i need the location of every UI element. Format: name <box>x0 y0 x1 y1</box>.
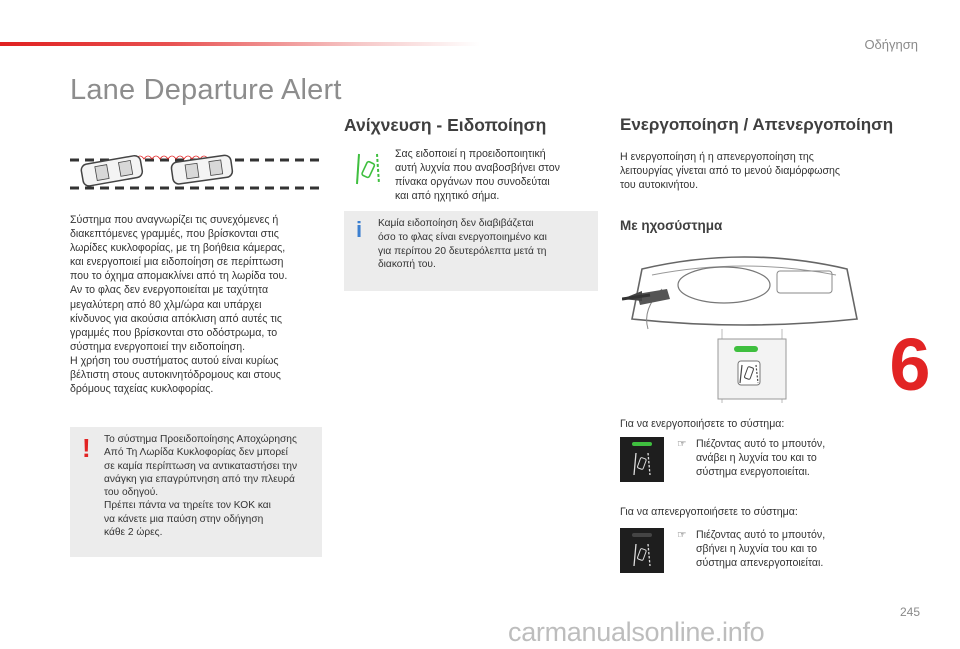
arrow-bullet-icon: ☞ <box>677 438 687 450</box>
lane-departure-icon <box>633 543 651 567</box>
text-line: κάθε 2 ώρες. <box>104 527 163 539</box>
text-line: σύστημα απενεργοποιείται. <box>696 557 824 570</box>
text-line: σε καμία περίπτωση να αντικαταστήσει την <box>104 460 298 472</box>
text-line: σύστημα ενεργοποιεί την ειδοποίηση. <box>70 340 246 353</box>
text-line: Πιέζοντας αυτό το μπουτόν, <box>696 438 826 450</box>
text-line: Η ενεργοποίηση ή η απενεργοποίηση της <box>620 151 814 163</box>
text-line: αυτή λυχνία που αναβοσβήνει στον <box>395 162 560 175</box>
info-box <box>344 211 598 291</box>
alert-text <box>395 147 600 203</box>
text-line: γραμμές που βρίσκονται στο οδόστρωμα, το <box>70 326 278 339</box>
lane-departure-illustration <box>68 142 324 204</box>
activate-step <box>696 437 876 479</box>
text-line: Καμία ειδοποίηση δεν διαβιβάζεται <box>378 218 534 229</box>
watermark: carmanualsonline.info <box>508 617 765 647</box>
activate-label: Για να ενεργοποιήσετε το σύστημα: <box>620 418 785 430</box>
text-line: Πιέζοντας αυτό το μπουτόν, <box>696 529 826 541</box>
text-line: Σύστημα που αναγνωρίζει τις συνεχόμενες ή <box>70 214 279 226</box>
text-line: ανάβει η λυχνία του και το <box>696 452 817 465</box>
text-line: ανάγκη για επαγρύπνηση από την πλευρά <box>104 473 295 485</box>
text-line: λωρίδες κυκλοφορίας, με τη βοήθεια κάμερας, <box>70 242 286 255</box>
text-line: δρόμους ταχείας κυκλοφορίας. <box>70 383 214 396</box>
text-line: που το όχημα απομακλίνει από τη λωρίδα του. <box>70 270 288 283</box>
lane-alert-warning-lamp-icon <box>356 152 380 186</box>
text-line: Αν το φλας δεν ενεργοποιείται με ταχύτητα <box>70 284 269 297</box>
text-line: σβήνει η λυχνία του και το <box>696 543 817 556</box>
text-line: βέλτιστη στους αυτοκινητόδρομους και στους <box>70 369 281 382</box>
chapter-number: 6 <box>889 323 931 406</box>
chapter-title: Οδήγηση <box>864 37 918 52</box>
info-text <box>378 217 594 272</box>
section-heading-detection: Ανίχνευση - Ειδοποίηση <box>344 115 547 135</box>
subheading-audio-system: Με ηχοσύστημα <box>620 218 723 233</box>
text-line: του οδηγού. <box>104 487 159 499</box>
description-text <box>70 213 330 396</box>
text-line: για περίπου 20 δευτερόλεπτα μετά τη <box>378 245 547 257</box>
activation-intro <box>620 150 890 192</box>
top-accent-bar <box>0 42 480 46</box>
text-line: διακεπτόμενες γραμμές, που βρίσκονται στις <box>70 228 279 241</box>
lane-alert-button-on[interactable] <box>620 437 664 482</box>
text-line: να κάνετε μια παύση στην οδήγηση <box>104 513 264 525</box>
text-line: Πρέπει πάντα να τηρείτε τον ΚΟΚ και <box>104 500 271 512</box>
text-line: όσο το φλας είναι ενεργοποιημένο και <box>378 231 547 243</box>
dashboard-illustration <box>622 249 867 403</box>
text-line: του αυτοκινήτου. <box>620 179 699 192</box>
arrow-bullet-icon: ☞ <box>677 529 687 541</box>
text-line: Το σύστημα Προειδοποίησης Αποχώρησης <box>104 434 297 445</box>
text-line: μεγαλύτερη από 80 χλμ/ώρα και υπάρχει <box>70 298 262 311</box>
page-title: Lane Departure Alert <box>70 74 342 106</box>
lane-alert-button-off[interactable] <box>620 528 664 573</box>
text-line: λειτουργίας γίνεται από το μενού διαμόρφωσης <box>620 165 841 178</box>
warning-icon: ! <box>82 433 91 463</box>
text-line: πίνακα οργάνων που συνοδεύται <box>395 176 550 189</box>
deactivate-step <box>696 528 876 570</box>
text-line: διακοπή του. <box>378 259 436 271</box>
text-line: και από ηχητικό σήμα. <box>395 190 500 203</box>
text-line: και ενεργοποιεί μια ειδοποίηση σε περίπτωση <box>70 256 284 269</box>
info-icon: i <box>356 217 363 242</box>
lane-departure-icon <box>633 452 651 476</box>
deactivate-label: Για να απενεργοποιήσετε το σύστημα: <box>620 506 798 518</box>
text-line: κίνδυνος για ακούσια απόκλιση από αυτές τις <box>70 312 282 325</box>
warning-box <box>70 427 322 557</box>
text-line: Σας ειδοποιεί η προειδοποιητική <box>395 148 546 160</box>
section-heading-activation: Ενεργοποίηση / Απενεργοποίηση <box>620 115 894 134</box>
indicator-lamp-on <box>632 442 652 446</box>
indicator-lamp-off <box>632 533 652 537</box>
text-line: Από Τη Λωρίδα Κυκλοφορίας δεν μπορεί <box>104 447 288 459</box>
text-line: Η χρήση του συστήματος αυτού είναι κυρίως <box>70 354 279 367</box>
text-line: σύστημα ενεργοποιείται. <box>696 466 810 479</box>
warning-text <box>104 433 320 539</box>
page-number: 245 <box>899 605 920 619</box>
